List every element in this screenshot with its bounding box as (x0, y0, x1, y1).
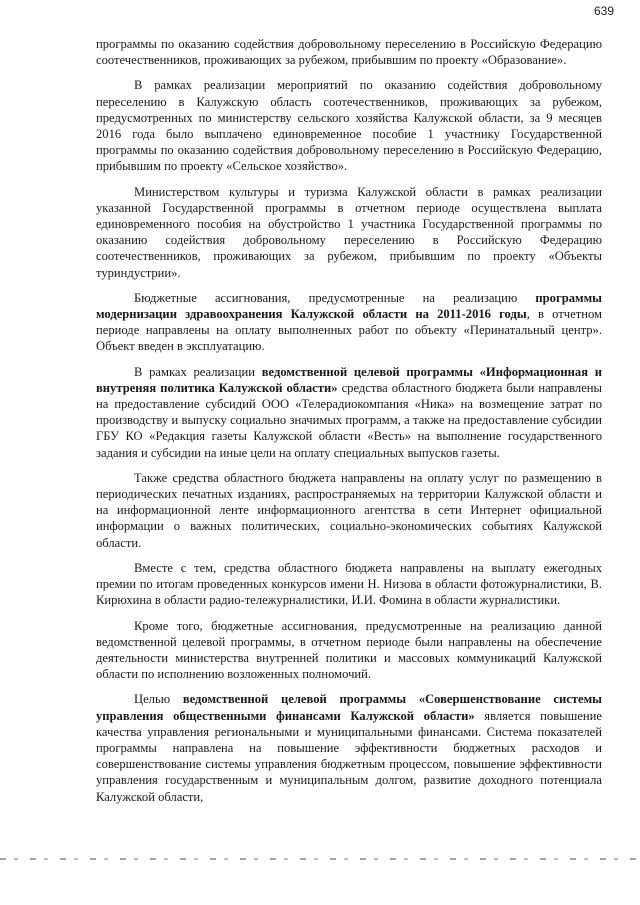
bold-text: ведомственной целевой программы «Информационная и внутреняя политика Калужской области» (96, 364, 602, 395)
paragraph (96, 77, 602, 174)
paragraph (96, 470, 602, 551)
paragraph (96, 618, 602, 683)
paragraph-text: В рамках реализации (134, 364, 262, 379)
paragraph-text: Вместе с тем, средства областного бюджета направлены на выплату ежегодных премии по итогам проведенных конкурсов имени Н. Низова в области фотожурналистики, В. Кирюхина в области радио-тележурналистики, И.И. Фомина в области журналистики. (96, 560, 602, 608)
paragraph (96, 560, 602, 609)
scan-artifact-line (0, 858, 640, 860)
paragraph (96, 290, 602, 355)
paragraph (96, 691, 602, 804)
paragraph-text: Кроме того, бюджетные ассигнования, предусмотренные на реализацию данной ведомственной целевой программы, в отчетном периоде были направлены на обеспечение деятельности министерства внутренней политики и массовых коммуникаций Калужской области по исполнению возложенных полномочий. (96, 618, 602, 682)
paragraph (96, 364, 602, 461)
paragraph (96, 184, 602, 281)
paragraph-text: В рамках реализации мероприятий по оказанию содействия добровольному переселению в Калужскую область соотечественников, проживающих за рубежом, предусмотренных по министерству сельского хозяйства Калужской области, за 9 месяцев 2016 года было выплачено единовременное пособие 1 участнику Государственной программы по оказанию содействия добровольному переселению в Российскую Федерацию, прибывшим по проекту «Сельское хозяйство». (96, 78, 602, 174)
paragraph-text: средства областного бюджета были направлены на предоставление субсидий ООО «Телерадиокомпания «Ника» на возмещение затрат по производству и выпуску социально значимых программ, а также на предоставление субсидии ГБУ КО «Редакция газеты Калужской области «Весть» на выполнение государственного задания и субсидии на иные цели на оплату специальных выпусков газеты. (96, 380, 602, 460)
document-body (96, 36, 602, 814)
paragraph-text: , в отчетном периоде направлены на оплату выполненных работ по объекту «Перинатальный центр». Объект введен в эксплуатацию. (96, 307, 602, 354)
paragraph-text: является повышение качества управления региональными и муниципальными финансами. Система показателей программы направлена на повышение эффективности бюджетных расходов и совершенствование системы управления бюджетным процессом, повышение эффективности управления государственным и муниципальным долгом, развитие доходного потенциала Калужской области, (96, 708, 602, 804)
paragraph-text: Министерством культуры и туризма Калужской области в рамках реализации указанной Государственной программы в отчетном периоде осуществлена выплата единовременного пособия на обустройство 1 участника Государственной программы по оказанию содействия добровольному переселению в Российскую Федерацию соотечественников, проживающих за рубежом, прибывшим по проекту «Объекты туриндустрии». (96, 184, 602, 280)
paragraph-text: Целью (134, 692, 183, 707)
bold-text: программы модернизации здравоохранения Калужской области на 2011-2016 годы (96, 290, 602, 322)
paragraph-text: Бюджетные ассигнования, предусмотренные на реализацию (134, 290, 536, 305)
paragraph-text: Также средства областного бюджета направлены на оплату услуг по размещению в периодических печатных изданиях, распространяемых на территории Калужской области и на информационной ленте информационного агентства в сети Интернет официальной информации о важных политических, социально-экономических событиях Калужской области. (96, 470, 602, 550)
paragraph-text: программы по оказанию содействия добровольному переселению в Российскую Федерацию соотечественников, проживающих за рубежом, прибывшим по проекту «Образование». (96, 37, 602, 68)
paragraph (96, 36, 602, 68)
page-number: 639 (593, 4, 614, 18)
bold-text: ведомственной целевой программы «Совершенствование системы управления общественными финансами Калужской области» (96, 692, 602, 723)
